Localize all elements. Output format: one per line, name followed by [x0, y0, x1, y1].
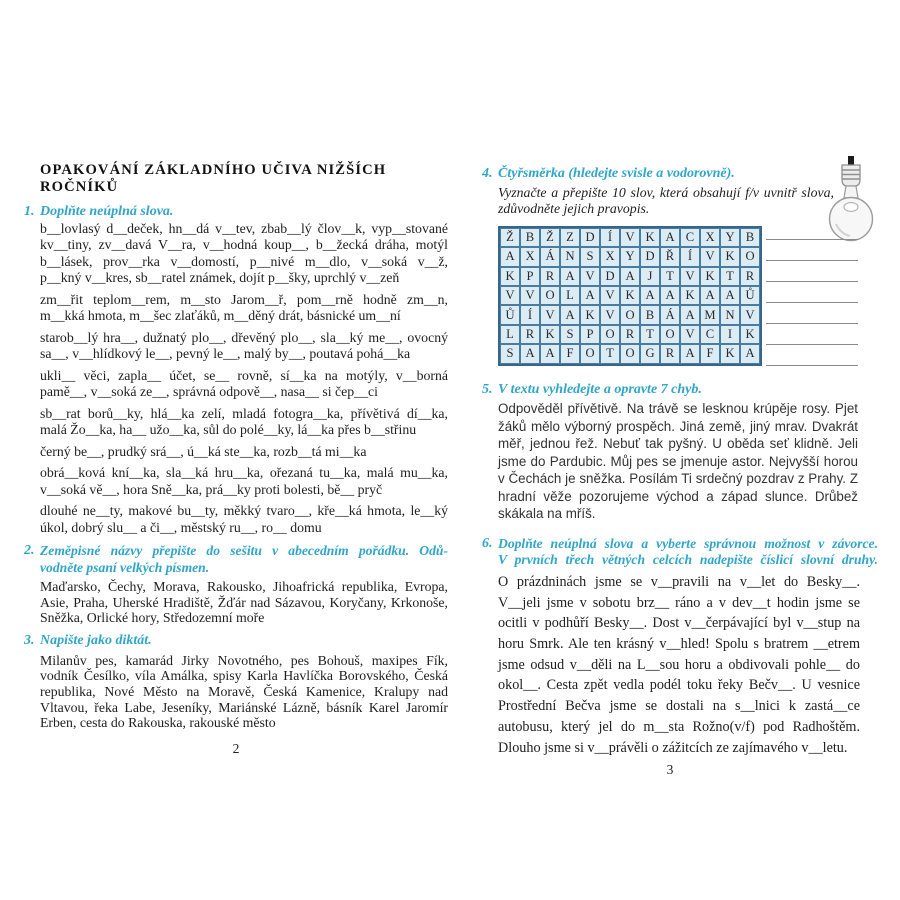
- word-search-cell: K: [640, 228, 660, 247]
- word-search-cell: R: [660, 344, 680, 363]
- exercise-1-paragraph: obrá__ková kní__ka, sla__ká hru__ka, ořezaná tu__ka, malá mu__ka, v__soká vě__, hora Sně__ka, prá__ky proti bolesti, bě__ pryč: [40, 465, 448, 497]
- exercise-2-number: 2.: [24, 543, 35, 558]
- word-search-cell: Ž: [540, 228, 560, 247]
- word-search-cell: V: [520, 286, 540, 305]
- word-search-cell: Ů: [740, 286, 760, 305]
- word-search-cell: S: [560, 325, 580, 344]
- word-search-cell: Í: [680, 247, 700, 266]
- word-search-cell: V: [680, 325, 700, 344]
- exercise-1-number: 1.: [24, 204, 35, 219]
- page-title: OPAKOVÁNÍ ZÁKLADNÍHO UČIVA NIŽŠÍCH ROČNÍKŮ: [40, 162, 387, 195]
- word-search-cell: K: [620, 286, 640, 305]
- word-search-cell: R: [540, 267, 560, 286]
- word-search-cell: D: [600, 267, 620, 286]
- word-search-cell: C: [680, 228, 700, 247]
- word-search-cell: K: [540, 325, 560, 344]
- word-search-cell: A: [620, 267, 640, 286]
- word-search-cell: P: [520, 267, 540, 286]
- word-search-cell: O: [660, 325, 680, 344]
- word-search-cell: V: [540, 305, 560, 324]
- word-search-cell: V: [740, 305, 760, 324]
- answer-line: [766, 345, 858, 366]
- word-search-cell: V: [700, 247, 720, 266]
- exercise-4-subheading-line: zdůvodněte jejich pravopis.: [498, 200, 650, 216]
- word-search-cell: Y: [720, 228, 740, 247]
- exercise-5-body: [498, 400, 878, 523]
- word-search-cell: T: [720, 267, 740, 286]
- exercise-6-body: [498, 572, 878, 758]
- word-search-cell: A: [560, 267, 580, 286]
- exercise-1-paragraph: ukli__ věci, zapla__ účet, se__ rovně, sí__ka na motýly, v__borná pamě__, v__soká ze__, správná odpově__, nasa__ si čep__ci: [40, 367, 448, 399]
- exercise-4-subheading: [498, 185, 834, 217]
- word-search-cell: N: [720, 305, 740, 324]
- exercise-1-heading: Doplňte neúplná slova.: [40, 204, 174, 219]
- word-search-cell: O: [620, 344, 640, 363]
- page-number-right: 3: [666, 762, 674, 778]
- exercise-1-paragraph: b__lovlasý d__deček, hn__dá v__tev, zbab__lý člov__k, vyp__stované kv__tiny, zv__davá V__ra, v__hodná koup__, b__žecká dráha, motýl b__lásek, prov__rka v__domostí, p__nivé m__dlo, v__soká v__ž, p__kný v__kres, sb__ratel známek, dojít p__šky, uprchlý v__zeň: [40, 220, 448, 285]
- answer-line: [766, 240, 858, 261]
- word-search-cell: Á: [660, 305, 680, 324]
- word-search-grid: [498, 226, 762, 366]
- answer-line: [766, 219, 858, 240]
- word-search-cell: C: [700, 325, 720, 344]
- word-search-cell: B: [520, 228, 540, 247]
- word-search-cell: R: [740, 267, 760, 286]
- word-search-cell: R: [520, 325, 540, 344]
- exercise-6-heading-line: V prvních třech větných celcích nadepište číslicí slovní druhy.: [498, 552, 878, 568]
- exercise-3-paragraph: Milanův pes, kamarád Jirky Novotného, pes Bohouš, maxipes Fík, vodník Česílko, víla Amálka, spisy Karla Havlíčka Borovského, Česká republika, Nové Město na Moravě, Česká Kamenice, Kralupy nad Vltavou, řeka Labe, Jeseníky, Mariánské Lázně, básník Karel Jaromír Erben, cesta do Rakouska, rakouské město: [40, 652, 448, 731]
- word-search-cell: Ž: [500, 228, 520, 247]
- word-search-cell: A: [580, 286, 600, 305]
- word-search-cell: A: [680, 305, 700, 324]
- word-search-cell: O: [540, 286, 560, 305]
- word-search-cell: A: [520, 344, 540, 363]
- word-search-cell: S: [500, 344, 520, 363]
- word-search-cell: T: [660, 267, 680, 286]
- word-search-cell: G: [640, 344, 660, 363]
- word-search-cell: A: [720, 286, 740, 305]
- word-search-cell: T: [640, 325, 660, 344]
- exercise-1: [24, 204, 448, 536]
- word-search-cell: A: [660, 286, 680, 305]
- exercise-1-paragraph: dlouhé ne__ty, makové bu__ty, měkký tvaro__, kře__ká hmota, le__ký úkol, dobrý slu__ a či__, městský ru__, ro__ domu: [40, 503, 448, 535]
- word-search-cell: Í: [600, 228, 620, 247]
- word-search-cell: Y: [620, 247, 640, 266]
- exercise-4-heading: Čtyřsměrka (hledejte svisle a vodorovně).: [498, 166, 735, 181]
- exercise-1-body: [40, 221, 448, 537]
- exercise-6-heading-line: Doplňte neúplná slova a vyberte správnou možnost v závorce.: [498, 535, 878, 551]
- word-search-cell: D: [640, 247, 660, 266]
- word-search-cell: O: [580, 344, 600, 363]
- word-search-cell: T: [600, 344, 620, 363]
- word-search-cell: A: [740, 344, 760, 363]
- word-search-cell: K: [680, 286, 700, 305]
- word-search-cell: Ř: [660, 247, 680, 266]
- word-search-cell: N: [560, 247, 580, 266]
- word-search-cell: S: [580, 247, 600, 266]
- word-search-cell: K: [500, 267, 520, 286]
- word-search-cell: D: [580, 228, 600, 247]
- exercise-5: [482, 382, 878, 523]
- word-search-cell: F: [700, 344, 720, 363]
- word-search-cell: L: [500, 325, 520, 344]
- exercise-2: [24, 543, 448, 626]
- word-search-cell: K: [720, 247, 740, 266]
- exercise-5-number: 5.: [482, 381, 493, 397]
- word-search-cell: A: [540, 344, 560, 363]
- word-search-cell: L: [560, 286, 580, 305]
- word-search-cell: K: [740, 325, 760, 344]
- exercise-3-body: [40, 653, 448, 732]
- word-search-cell: X: [520, 247, 540, 266]
- word-search-cell: A: [640, 286, 660, 305]
- exercise-4: [482, 166, 878, 366]
- word-search-cell: A: [680, 344, 700, 363]
- word-search-cell: F: [560, 344, 580, 363]
- right-page: [482, 166, 878, 778]
- word-search-cell: B: [740, 228, 760, 247]
- word-search-cell: X: [700, 228, 720, 247]
- word-search-cell: O: [600, 325, 620, 344]
- word-search-cell: P: [580, 325, 600, 344]
- exercise-3-number: 3.: [24, 633, 35, 649]
- exercise-2-heading-line: Zeměpisné názvy přepište do sešitu v abecedním pořádku. Odů-: [40, 543, 448, 558]
- word-search-cell: A: [500, 247, 520, 266]
- exercise-2-body: [40, 579, 448, 626]
- word-search-cell: Z: [560, 228, 580, 247]
- word-search-cell: V: [500, 286, 520, 305]
- word-search-cell: I: [720, 325, 740, 344]
- word-search-cell: Á: [540, 247, 560, 266]
- word-search-cell: Í: [520, 305, 540, 324]
- word-search-cell: X: [600, 247, 620, 266]
- exercise-1-paragraph: černý be__, prudký srá__, ú__ká ste__ka, rozb__tá mi__ka: [40, 443, 367, 459]
- exercise-6: [482, 536, 878, 758]
- exercise-6-number: 6.: [482, 535, 493, 551]
- exercise-6-heading: [498, 536, 878, 569]
- word-search-cell: K: [720, 344, 740, 363]
- word-search-cell: V: [600, 286, 620, 305]
- word-search-cell: V: [580, 267, 600, 286]
- left-page: [24, 162, 448, 757]
- page-number-left: 2: [232, 741, 240, 757]
- word-search-cell: V: [600, 305, 620, 324]
- answer-lines: [766, 219, 878, 366]
- word-search-cell: V: [620, 228, 640, 247]
- word-search-cell: J: [640, 267, 660, 286]
- answer-line: [766, 261, 858, 282]
- exercise-4-number: 4.: [482, 166, 493, 181]
- answer-line: [766, 303, 858, 324]
- exercise-5-heading: V textu vyhledejte a opravte 7 chyb.: [498, 381, 702, 397]
- exercise-1-paragraph: zm__řit teplom__rem, m__sto Jarom__ř, pom__rně hodně zm__n, m__kká hmota, m__šec zlaťáků, m__děný drát, básnické um__ní: [40, 291, 448, 323]
- word-search-cell: O: [620, 305, 640, 324]
- exercise-2-heading-line: vodněte psaní velkých písmen.: [40, 559, 210, 575]
- exercise-6-paragraph: O prázdninách jsme se v__pravili na v__let do Besky__. V__jeli jsme v sobotu brz__ ráno a v dev__t hodin jsme se ocitli v podhůří Besky__. Dost v__čerpávající byl v__stup na horu Smrk. Ale ten krásný v__hled! Spolu s bratrem __etrem jsme odsud v__děli na L__sou horu a obdivovali pohle__ do okol__. Cesta zpět vedla podél toku řeky Bečv__. U vesnice Prostřední Bečva jsme se dostali na s__lnici k zastá__ce autobusu, který jel do m__sta Rožno(v/f) pod Radhoštěm. Dlouho jsme si v__právěli o zážitcích ze zajímavého v__letu.: [498, 573, 860, 756]
- word-search-cell: A: [660, 228, 680, 247]
- word-search-cell: V: [680, 267, 700, 286]
- exercise-3: [24, 633, 448, 731]
- exercise-4-subheading-line: Vyznačte a přepište 10 slov, která obsahují f/v uvnitř slova,: [498, 184, 834, 200]
- exercise-2-paragraph: Maďarsko, Čechy, Morava, Rakousko, Jihoafrická republika, Evropa, Asie, Praha, Uherské Hradiště, Žďár nad Sázavou, Koryčany, Krkonoše, Sněžka, Orlické hory, Středozemní moře: [40, 579, 448, 626]
- answer-line: [766, 324, 858, 345]
- exercise-2-heading: [40, 543, 448, 576]
- exercise-5-paragraph: Odpověděl přívětivě. Na trávě se lesknou krúpěje rosy. Pjet žáků mělo výborný prospěch. Jiná země, jiný mrav. Dvakrát měř, jednou řež. Nebuť tak pyšný. U oběda seť klidně. Jeli jsme do Pardubic. Můj pes se jmenuje astor. Nejvyšší horou v Čechách je sněžka. Posílám Ti srdečný pozdrav z Prahy. Z hradní věže pozorujeme východ a západ slunce. Drůbež skákala na mříš.: [498, 401, 858, 522]
- word-search-cell: A: [560, 305, 580, 324]
- word-search-cell: O: [740, 247, 760, 266]
- exercise-1-paragraph: sb__rat borů__ky, hlá__ka zelí, mladá fotogra__ka, přívětivá dí__ka, malá Žo__ka, ha__ užo__ka, sůl do polé__ky, lá__ka přes b__střinu: [40, 405, 448, 437]
- word-search-cell: K: [700, 267, 720, 286]
- word-search-cell: B: [640, 305, 660, 324]
- exercise-1-paragraph: starob__lý hra__, dužnatý plo__, dřevěný plo__, sla__ký me__, ovocný sa__, v__hlídkový le__, pevný le__, malý by__, poutavá pohá__ka: [40, 329, 448, 361]
- answer-line: [766, 282, 858, 303]
- word-search-cell: M: [700, 305, 720, 324]
- word-search-cell: K: [580, 305, 600, 324]
- word-search-area: [498, 226, 878, 366]
- exercise-3-heading: Napište jako diktát.: [40, 633, 152, 649]
- word-search-cell: A: [700, 286, 720, 305]
- word-search-cell: Ů: [500, 305, 520, 324]
- word-search-cell: R: [620, 325, 640, 344]
